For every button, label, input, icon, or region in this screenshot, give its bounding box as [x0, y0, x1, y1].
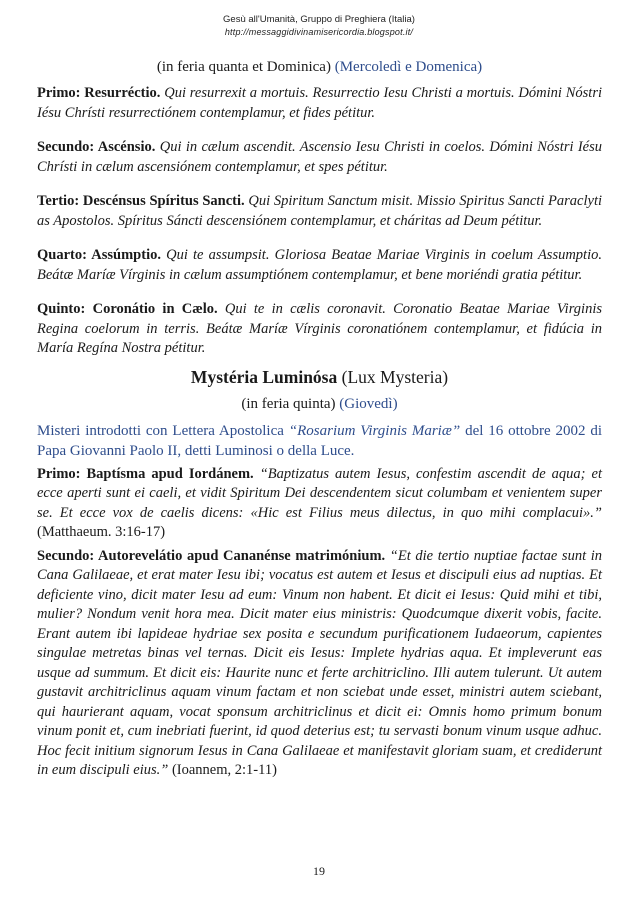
page-header	[0, 14, 638, 38]
mystery-text: Qui resurrexit a mortuis. Resurrectio Iesu Christi a mortuis. Dómini Nóstri Iésu Chrísti resurrectiónem contemplamur, et fides pétitur.	[37, 85, 602, 121]
mystery-text: Qui in cælum ascendit. Ascensio Iesu Christi in coelos. Dómini Nóstri Iésu Chrísti in cælum ascensiónem contemplamur, et spes pétitur.	[37, 139, 602, 175]
feria-latin: (in feria quinta)	[241, 395, 336, 412]
page-body	[37, 58, 602, 781]
mystery-title: Quarto: Assúmptio.	[37, 247, 161, 263]
luminous-intro	[37, 421, 602, 461]
mystery-title: Secundo: Autorevelátio apud Cananénse matrimónium.	[37, 547, 386, 564]
mystery-glorious-3	[37, 192, 602, 231]
mystery-title: Quinto: Coronátio in Cælo.	[37, 301, 218, 317]
scripture-reference: (Ioannem, 2:1-11)	[168, 762, 277, 778]
header-url[interactable]: http://messaggidivinamisericordia.blogspot.it/	[224, 27, 414, 37]
mystery-title: Primo: Baptísma apud Iordánem.	[37, 465, 254, 482]
scripture-reference: (Matthaeum. 3:16-17)	[37, 524, 166, 540]
mystery-text: “Et die tertio nuptiae factae sunt in Cana Galilaeae, et erat mater Iesu ibi; vocatus est autem et Iesus et discipuli eius ad nuptias. Et deficiente vino, dicit mater Iesu ad eum: Vinum non habent. Et dicit ei Iesus: Quid mihi et tibi, mulier? Nondum venit hora mea. Dicit mater eius ministris: Quodcumque dixerit vobis, facite. Erant autem ibi lapideae hydriae sex posita e secundum purificationem Iudaeorum, capientes singulae metretas binas vel ternas. Dicit eis Iesus: Implete hydrias aqua. Et impleverunt eas usque ad summum. Et dicit eis: Haurite nunc et ferte architriclino. Illi autem tulerunt. Ut autem gustavit architriclinus aquam vinum factam et non sciebat unde esset, ministri autem sciebant, qui haurierant aquam, vocat sponsum architriclinus et dicit ei: Omnis homo primum bonum vinum ponit et, cum inebriati fuerint, id quod deterius est; tu servasti bonum vinum usque adhuc. Hoc fecit initium signorum Iesus in Cana Galilaeae et manifestavit gloriam suam, et crediderunt in eum discipuli eius.”	[37, 547, 603, 778]
feria-line-glorious	[37, 58, 602, 77]
mystery-glorious-1	[37, 84, 602, 123]
mystery-title: Primo: Resurréctio.	[37, 85, 161, 101]
feria-italian: (Giovedì)	[339, 395, 398, 412]
mystery-glorious-2	[37, 138, 602, 177]
header-title: Gesù all'Umanità, Gruppo di Preghiera (Italia)	[223, 14, 415, 25]
mystery-text: Qui te assumpsit. Gloriosa Beatae Mariae Virginis in coelum Assumptio. Beátæ Maríæ Vírginis in cælum assumptiónem contemplamur, et bene moriéndi gratia pétitur.	[37, 247, 602, 283]
mystery-title: Tertio: Descénsus Spíritus Sancti.	[37, 193, 245, 209]
mystery-glorious-5	[37, 300, 602, 359]
mystery-text: “Baptizatus autem Iesus, confestim ascendit de aqua; et ecce aperti sunt ei caeli, et vidit Spiritum Dei descendentem sicut columbam et venientem super se. Et ecce vox de caelis dicens: «Hic est Filius meus dilectus, in quo mihi complacui».”	[37, 465, 602, 521]
intro-text: Misteri introdotti con Lettera Apostolica	[37, 422, 289, 439]
page-number: 19	[313, 864, 325, 878]
feria-line-luminous	[37, 395, 602, 414]
intro-text-end: del 16 ottobre 2002 di Papa Giovanni Paolo II, detti Luminosi o della Luce.	[37, 422, 602, 459]
mystery-luminous-2	[37, 547, 602, 781]
mystery-text: Qui te in cælis coronavit. Coronatio Beatae Mariae Virginis Regina coelorum in terris. Beátæ Maríæ Vírginis coronatiónem contemplamur, et fidúcia in María Regína Nostra pétitur.	[37, 301, 602, 356]
luminous-title: Mystéria Luminósa	[190, 366, 338, 387]
mystery-text: Qui Spiritum Sanctum misit. Missio Spiritus Sancti Paraclyti as Apostolos. Spíritus Sáncti descensiónem contemplamur, et cháritas ad Deum pétitur.	[37, 193, 603, 229]
intro-quote: “Rosarium Virginis Mariæ”	[288, 422, 461, 439]
mystery-title: Secundo: Ascénsio.	[37, 139, 156, 155]
mystery-glorious-4	[37, 246, 602, 285]
feria-latin: (in feria quanta et Dominica)	[156, 59, 331, 75]
mystery-luminous-1	[37, 465, 602, 543]
luminous-subtitle: (Lux Mysteria)	[341, 366, 449, 387]
feria-italian: (Mercoledì e Domenica)	[334, 59, 483, 75]
luminous-heading	[37, 366, 602, 388]
